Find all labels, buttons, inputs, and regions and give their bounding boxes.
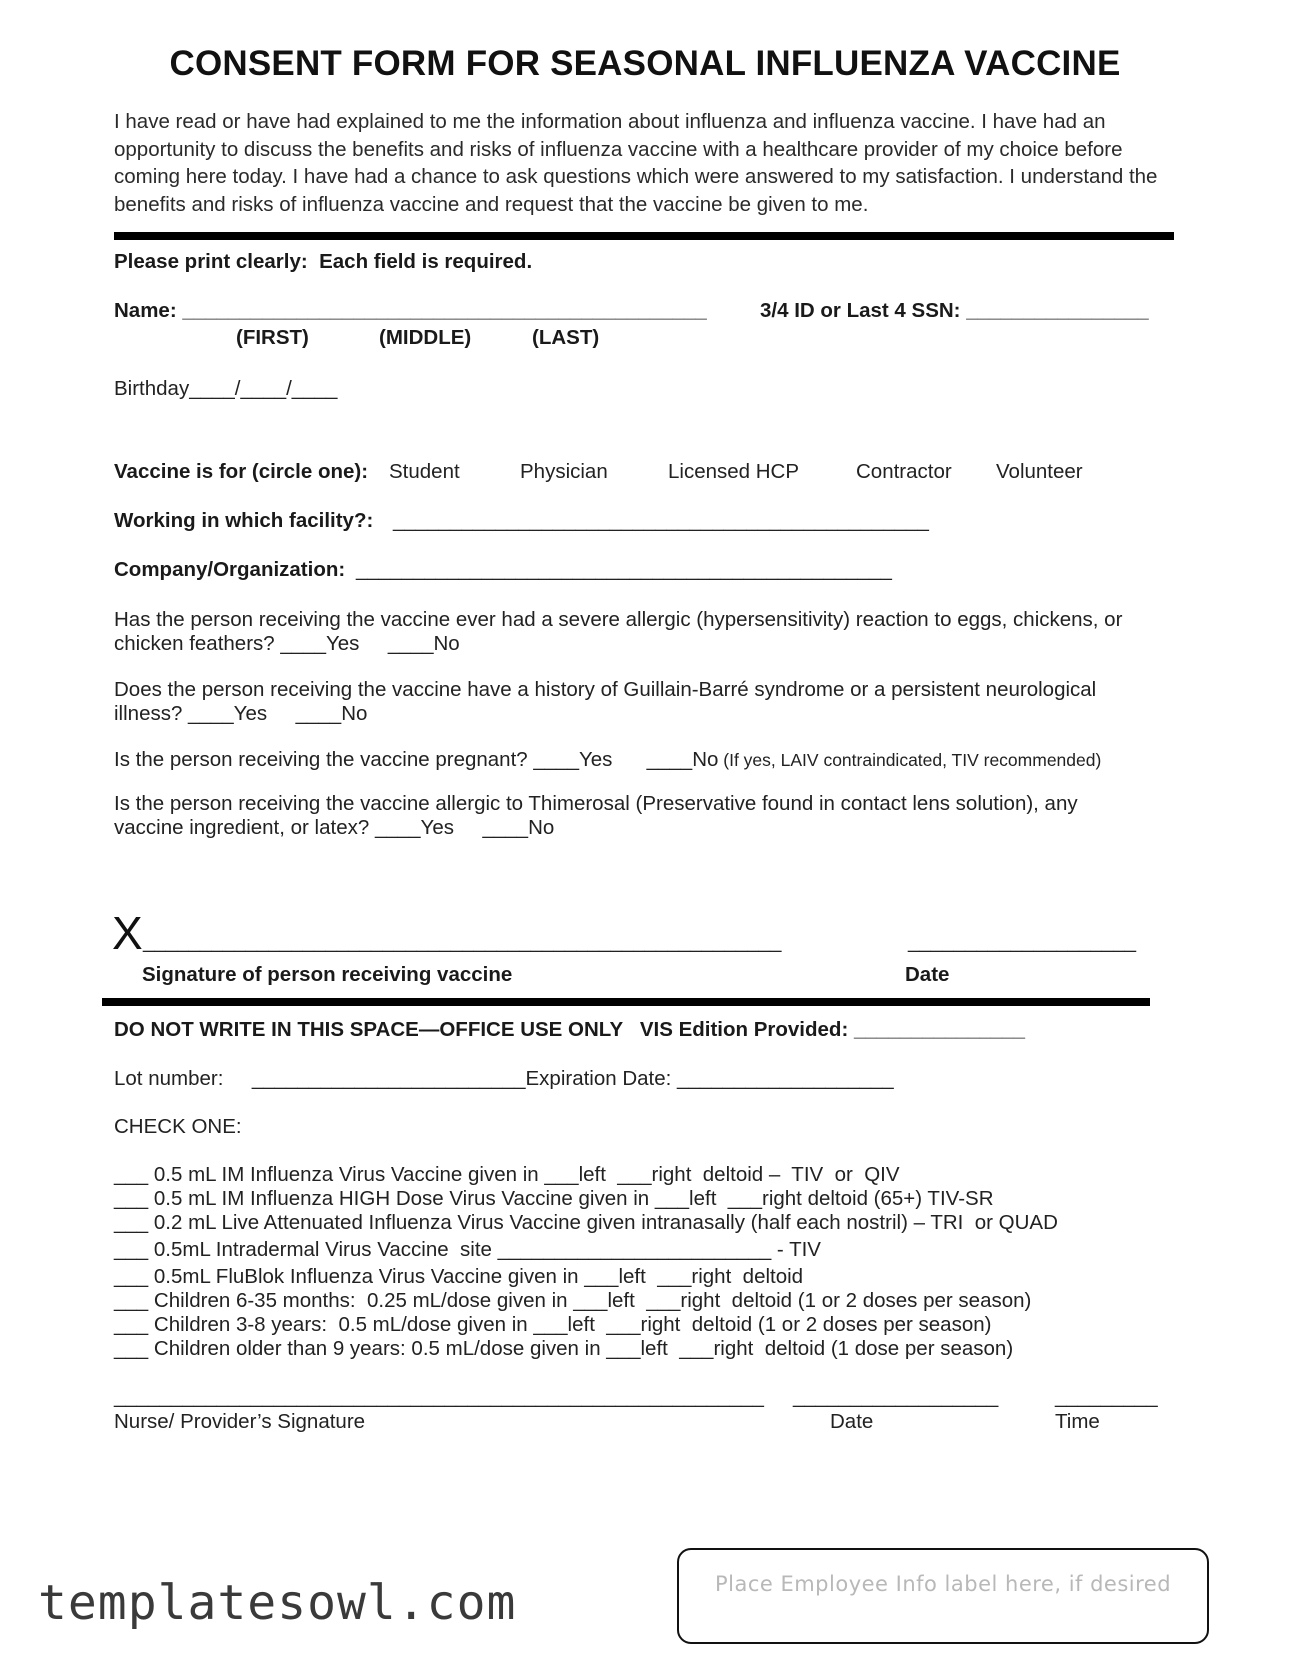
company-input[interactable]: _______________________________________________ [356,558,892,581]
option-student[interactable]: Student [389,460,460,483]
provider-time-line[interactable]: _________ [1055,1385,1158,1408]
option-contractor[interactable]: Contractor [856,460,952,483]
office-divider [102,998,1150,1006]
name-middle-caption: (MIDDLE) [379,326,472,349]
dose-option[interactable]: ___ Children 3-8 years: 0.5 mL/dose given in ___left ___right deltoid (1 or 2 doses per season) [114,1313,992,1336]
provider-date-line[interactable]: __________________ [793,1385,999,1408]
signature-label: Signature of person receiving vaccine [142,963,513,986]
pregnancy-note: (If yes, LAIV contraindicated, TIV recommended) [718,750,1102,770]
office-use-header[interactable]: DO NOT WRITE IN THIS SPACE—OFFICE USE ONLY VIS Edition Provided: _______________ [114,1018,1025,1041]
company-label: Company/Organization: [114,558,346,581]
instructions-text: Please print clearly: Each field is required. [114,250,533,273]
signature-x-mark: X [112,907,143,959]
allergy-question: Has the person receiving the vaccine ever had a severe allergic (hypersensitivity) reaction to eggs, chickens, or [114,608,1123,631]
employee-label-box [677,1548,1209,1644]
allergy-answer[interactable]: chicken feathers? ____Yes ____No [114,632,460,655]
name-first-caption: (FIRST) [236,326,309,349]
name-field[interactable]: Name: ______________________________________________ [114,299,707,322]
option-physician[interactable]: Physician [520,460,608,483]
gbs-answer[interactable]: illness? ____Yes ____No [114,702,368,725]
lot-expiration-fields[interactable]: Lot number: ________________________Expiration Date: ___________________ [114,1067,894,1090]
form-title: CONSENT FORM FOR SEASONAL INFLUENZA VACCINE [169,44,1121,83]
thimerosal-answer[interactable]: vaccine ingredient, or latex? ____Yes ____No [114,816,555,839]
dose-option[interactable]: ___ 0.5mL Intradermal Virus Vaccine site ________________________ - TIV [114,1238,821,1261]
id-ssn-field[interactable]: 3/4 ID or Last 4 SSN: ________________ [760,299,1149,322]
dose-option[interactable]: ___ 0.2 mL Live Attenuated Influenza Virus Vaccine given intranasally (half each nostril) – TRI or QUAD [114,1211,1058,1234]
name-last-caption: (LAST) [532,326,600,349]
top-divider [114,232,1174,240]
birthday-field[interactable]: Birthday____/____/____ [114,377,338,400]
dose-option[interactable]: ___ 0.5 mL IM Influenza HIGH Dose Virus Vaccine given in ___left ___right deltoid (65+) TIV-SR [114,1187,994,1210]
dose-option[interactable]: ___ 0.5 mL IM Influenza Virus Vaccine given in ___left ___right deltoid – TIV or QIV [114,1163,900,1186]
gbs-question: Does the person receiving the vaccine have a history of Guillain-Barré syndrome or a persistent neurological [114,678,1097,701]
watermark-logo: templatesowl.com [38,1575,517,1631]
pregnancy-question-text: Is the person receiving the vaccine pregnant? ____Yes ____No [114,748,719,771]
facility-label: Working in which facility?: [114,509,374,532]
option-licensed-hcp[interactable]: Licensed HCP [668,460,800,483]
signature-date-label: Date [905,963,950,986]
facility-input[interactable]: _______________________________________________ [393,509,929,532]
check-one-label: CHECK ONE: [114,1115,242,1138]
pregnancy-question[interactable] [114,748,1101,772]
signature-date-line[interactable]: ____________________ [908,930,1137,953]
provider-signature-line[interactable]: _________________________________________________________ [114,1385,764,1408]
dose-option[interactable]: ___ Children 6-35 months: 0.25 mL/dose given in ___left ___right deltoid (1 or 2 doses per season) [114,1289,1032,1312]
provider-signature-label: Nurse/ Provider’s Signature [114,1410,366,1433]
provider-time-label: Time [1055,1410,1100,1433]
vaccine-for-label: Vaccine is for (circle one): [114,460,369,483]
signature-line[interactable]: ________________________________________________________ [143,930,782,953]
option-volunteer[interactable]: Volunteer [996,460,1083,483]
provider-date-label: Date [830,1410,874,1433]
dose-option[interactable]: ___ Children older than 9 years: 0.5 mL/dose given in ___left ___right deltoid (1 dose per season) [114,1337,1014,1360]
intro-paragraph: I have read or have had explained to me the information about influenza and influenza vaccine. I have had an opportunity to discuss the benefits and risks of influenza vaccine with a healthcare provider of my choice before coming here today. I have had a chance to ask questions which were answered to my satisfaction. I understand the benefits and risks of influenza vaccine and request that the vaccine be given to me. [114,110,1158,216]
thimerosal-question: Is the person receiving the vaccine allergic to Thimerosal (Preservative found in contact lens solution), any [114,792,1078,815]
dose-option[interactable]: ___ 0.5mL FluBlok Influenza Virus Vaccine given in ___left ___right deltoid [114,1265,804,1288]
employee-label-placeholder: Place Employee Info label here, if desired [714,1572,1172,1596]
